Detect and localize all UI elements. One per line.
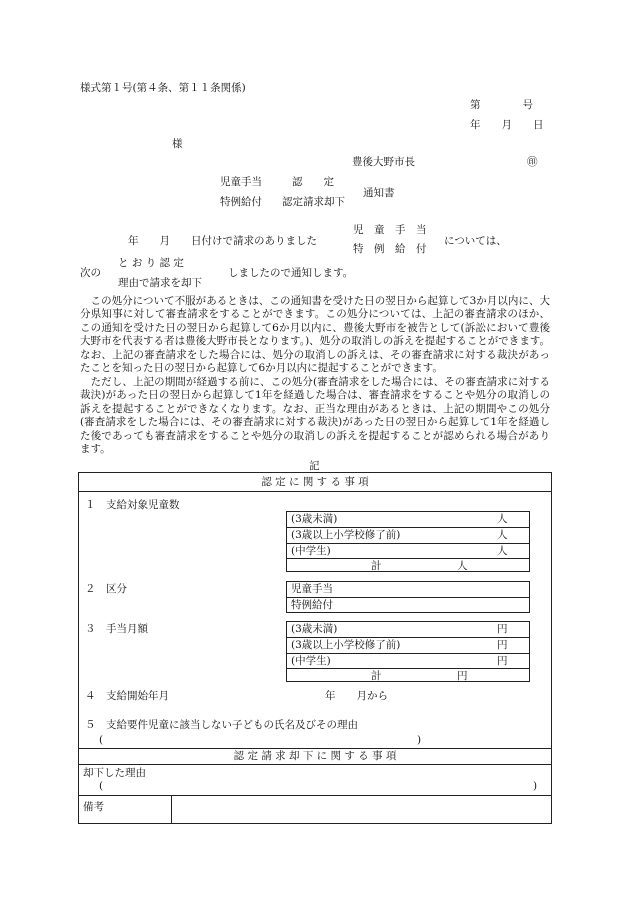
lead-suffix-2: しましたので通知します。 xyxy=(228,267,354,279)
details-table xyxy=(78,472,552,824)
title-child-allowance: 児童手当 xyxy=(220,176,262,188)
item-4-value: 年 月から xyxy=(325,690,388,702)
appeal-paragraph-2: ただし、上記の期間が経過する前に、この処分(審査請求をした場合には、その審査請求に対する裁決)があった日の翌日から起算して1年を経過した場合は、審査請求をすることや処分の取消しの訴えを提起することができなくなります。なお、正当な理由があるときは、上記の期間やこの処分(審査請求をした場合には、その審査請求に対する裁決)があった日の翌日から起算して1年を経過した後であっても審査請求をすることや処分の取消しの訴えを提起することが認められる場合があります。 xyxy=(80,376,550,456)
item-5-label: ５ 支給要件児童に該当しない子どもの氏名及びその理由 xyxy=(85,719,358,731)
title-special-benefit: 特例給付 xyxy=(220,196,262,208)
reject-open-paren: ( xyxy=(99,780,104,792)
ki-heading: 記 xyxy=(309,460,320,472)
remarks-label: 備考 xyxy=(83,801,104,813)
notice-number-label: 第 号 xyxy=(470,99,533,111)
recipient-suffix: 様 xyxy=(172,138,183,150)
item-2-label: ２ 区分 xyxy=(85,583,127,595)
seal-mark: ㊞ xyxy=(527,156,538,168)
lead-stack-child-allowance: 児 童 手 当 xyxy=(353,224,427,236)
item-1-label: １ 支給対象児童数 xyxy=(85,499,180,511)
item-1-row-1-unit: 人 xyxy=(497,513,508,525)
reject-close-paren: ) xyxy=(533,780,538,792)
lead-date-prefix: 年 月 日付けで請求のありました xyxy=(128,235,317,247)
title-notice: 通知書 xyxy=(363,187,395,199)
item-2-row-child-allowance: 児童手当 xyxy=(291,583,333,595)
item-1-row-3-label: (中学生) xyxy=(291,545,331,557)
notice-date-label: 年 月 日 xyxy=(470,119,544,131)
reject-reason-label: 却下した理由 xyxy=(83,767,146,779)
item-3-total-unit: 円 xyxy=(457,670,468,682)
section-rejection-title: 認 定 請 求 却 下 に 関 す る 事 項 xyxy=(233,750,397,762)
remarks-field[interactable] xyxy=(172,796,550,823)
section-approval-title: 認 定 に 関 す る 事 項 xyxy=(261,476,369,488)
item-1-row-1-label: (3歳未満) xyxy=(291,513,338,525)
lead-stack-special-benefit: 特 例 給 付 xyxy=(353,243,427,255)
item-3-row-3-unit: 円 xyxy=(497,655,508,667)
item-1-row-2-label: (3歳以上小学校修了前) xyxy=(291,529,401,541)
item-1-row-3-unit: 人 xyxy=(497,545,508,557)
lead-stack-approve: と お り 認 定 xyxy=(118,257,184,269)
item-5-open-paren: ( xyxy=(99,734,104,746)
title-approval: 認 定 xyxy=(292,176,334,188)
item-1-total-label: 計 xyxy=(371,560,382,572)
item-4-label: ４ 支給開始年月 xyxy=(85,690,169,702)
item-3-total-label: 計 xyxy=(371,670,382,682)
item-3-row-2-label: (3歳以上小学校修了前) xyxy=(291,639,401,651)
item-3-row-3-label: (中学生) xyxy=(291,655,331,667)
issuer-name: 豊後大野市長 xyxy=(352,156,415,168)
title-rejection: 認定請求却下 xyxy=(282,196,345,208)
item-3-label: ３ 手当月額 xyxy=(85,623,148,635)
item-1-row-2-unit: 人 xyxy=(497,529,508,541)
lead-prefix-2: 次の xyxy=(80,267,101,279)
lead-stack-reject: 理由で請求を却下 xyxy=(118,277,202,289)
form-header-label: 様式第１号(第４条、第１１条関係) xyxy=(80,82,246,94)
item-3-row-2-unit: 円 xyxy=(497,639,508,651)
item-5-close-paren: ) xyxy=(417,734,422,746)
item-2-row-special-benefit: 特例給付 xyxy=(291,599,333,611)
item-1-total-unit: 人 xyxy=(457,560,468,572)
item-3-row-1-unit: 円 xyxy=(497,623,508,635)
appeal-paragraph-1: この処分について不服があるときは、この通知書を受けた日の翌日から起算して3か月以内に、大分県知事に対して審査請求をすることができます。この処分については、上記の審査請求のほか、この通知を受けた日の翌日から起算して6か月以内に、豊後大野市を被告として(訴訟において豊後大野市を代表する者は豊後大野市長となります。)、処分の取消しの訴えを提起することができます。なお、上記の審査請求をした場合には、処分の取消しの訴えは、その審査請求に対する裁決があったことを知った日の翌日から起算して6か月以内に提起することができます。 xyxy=(80,295,550,375)
lead-suffix-1: については、 xyxy=(444,235,507,247)
item-3-row-1-label: (3歳未満) xyxy=(291,623,338,635)
